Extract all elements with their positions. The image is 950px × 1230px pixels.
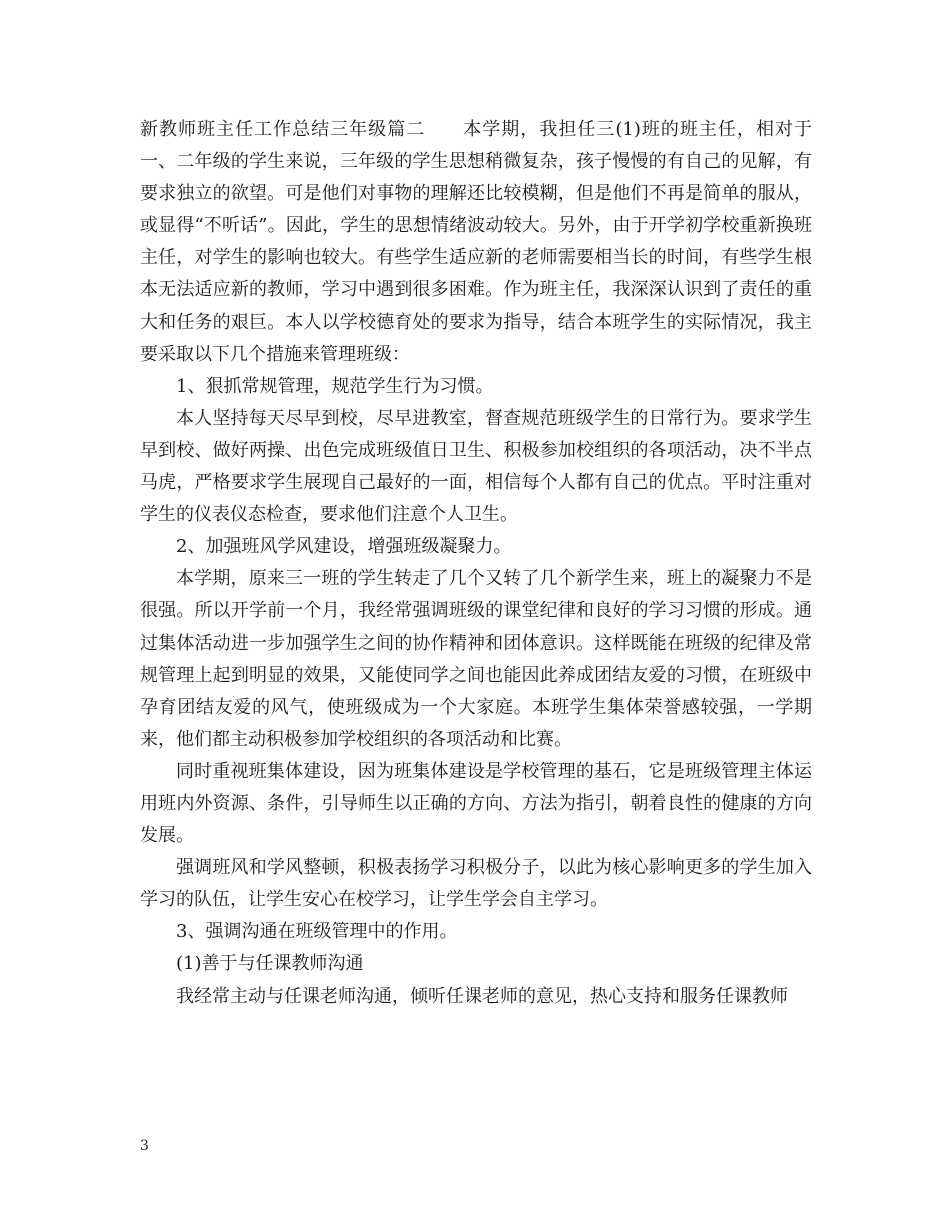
subheading-teacher-communication: (1)善于与任课教师沟通 bbox=[176, 953, 364, 975]
heading-routine-management: 1、狠抓常规管理，规范学生行为习惯。 bbox=[176, 375, 494, 397]
heading-class-spirit: 2、加强班风学风建设，增强班级凝聚力。 bbox=[176, 536, 512, 558]
paragraph-intro: 新教师班主任工作总结三年级篇二 本学期，我担任三(1)班的班主任，相对于一、二年级的学生来说，三年级的学生思想稍微复杂，孩子慢慢的有自己的见解，有要求独立的欲望。可是他们对事物的理解还比较模糊，但是他们不再是简单的服从，或显得“不听话”。因此，学生的思想情绪波动较大。另外，由于开学初学校重新换班主任，对学生的影响也较大。有些学生适应新的老师需要相当长的时间，有些学生根本无法适应新的教师，学习中遇到很多困难。作为班主任，我深深认识到了责任的重大和任务的艰巨。本人以学校德育处的要求为指导，结合本班学生的实际情况，我主要采取以下几个措施来管理班级： bbox=[140, 119, 812, 365]
document-body bbox=[140, 114, 812, 1013]
paragraph-teacher-communication: 我经常主动与任课老师沟通，倾听任课老师的意见，热心支持和服务任课教师 bbox=[176, 985, 788, 1007]
page-number: 3 bbox=[140, 1138, 149, 1154]
heading-communication: 3、强调沟通在班级管理中的作用。 bbox=[176, 921, 458, 943]
paragraph-collective-building: 同时重视班集体建设，因为班集体建设是学校管理的基石，它是班级管理主体运用班内外资源、条件，引导师生以正确的方向、方法为指引，朝着良性的健康的方向发展。 bbox=[140, 760, 812, 847]
paragraph-class-spirit: 本学期，原来三一班的学生转走了几个又转了几个新学生来，班上的凝聚力不是很强。所以开学前一个月，我经常强调班级的课堂纪律和良好的学习习惯的形成。通过集体活动进一步加强学生之间的协作精神和团体意识。这样既能在班级的纪律及常规管理上起到明显的效果，又能使同学之间也能因此养成团结友爱的习惯，在班级中孕育团结友爱的风气，使班级成为一个大家庭。本班学生集体荣誉感较强，一学期来，他们都主动积极参加学校组织的各项活动和比赛。 bbox=[140, 568, 812, 750]
paragraph-routine-management: 本人坚持每天尽早到校，尽早进教室，督查规范班级学生的日常行为。要求学生早到校、做好两操、出色完成班级值日卫生、积极参加校组织的各项活动，决不半点马虎，严格要求学生展现自己最好的一面，相信每个人都有自己的优点。平时注重对学生的仪表仪态检查，要求他们注意个人卫生。 bbox=[140, 407, 812, 526]
paragraph-study-style: 强调班风和学风整顿，积极表扬学习积极分子，以此为核心影响更多的学生加入学习的队伍，让学生安心在校学习，让学生学会自主学习。 bbox=[140, 857, 812, 911]
